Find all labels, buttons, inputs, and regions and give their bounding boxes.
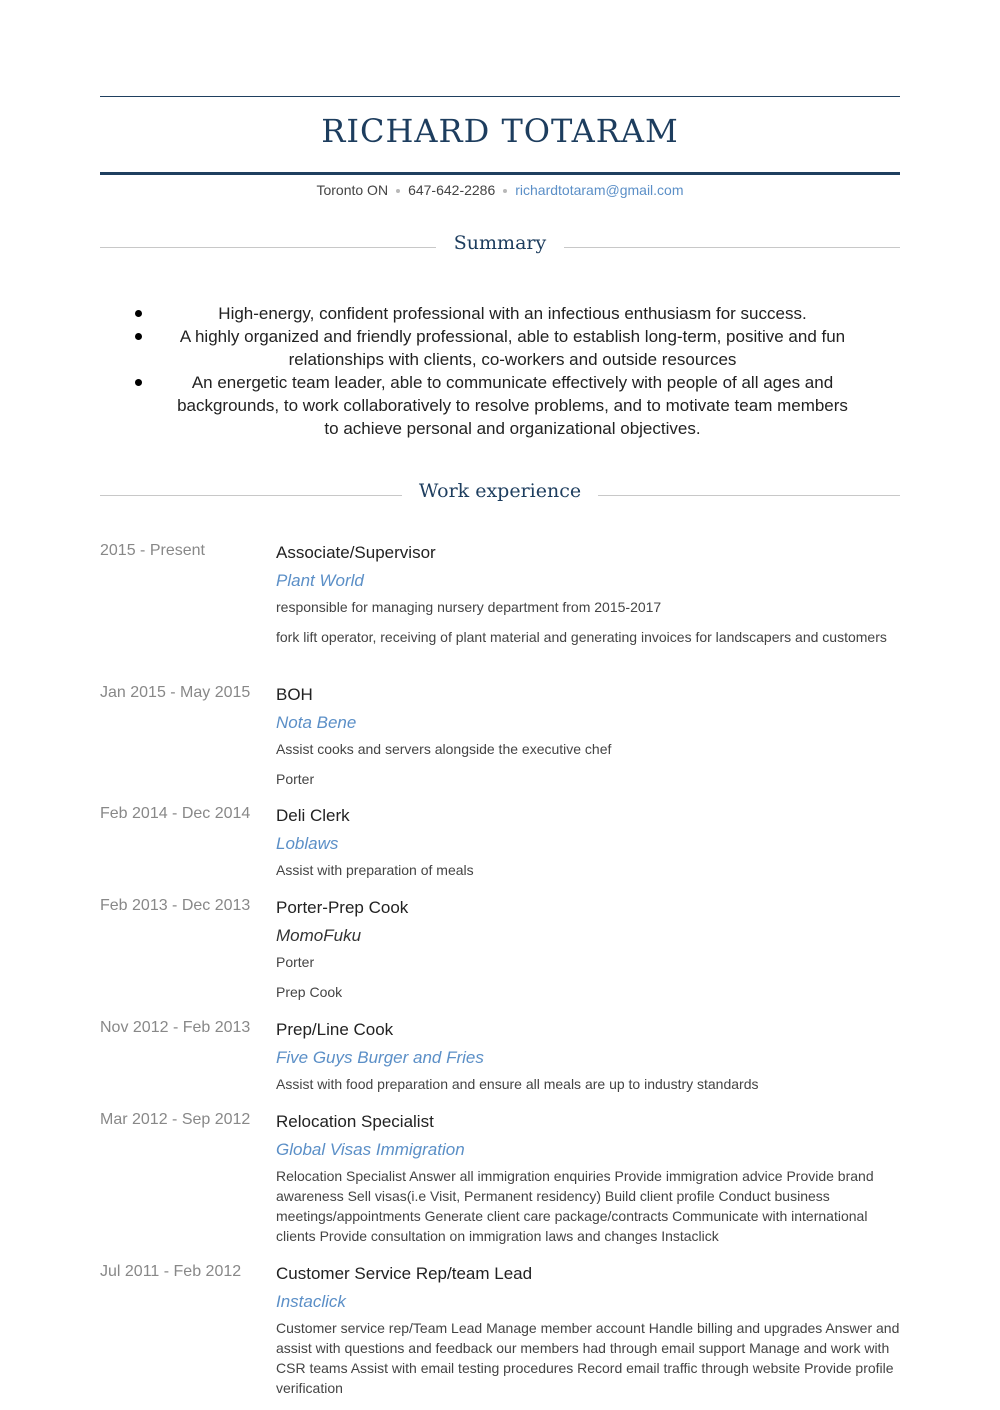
summary-item — [100, 325, 900, 371]
job-dates: Mar 2012 - Sep 2012 — [100, 1111, 251, 1128]
job-description: Porter — [276, 954, 315, 970]
job-description: Assist with food preparation and ensure all meals are up to industry standards — [276, 1076, 759, 1092]
separator-dot-icon — [396, 189, 400, 193]
summary-item-text: An energetic team leader, able to communicate effectively with people of all ages and backgrounds, to work collaboratively to resolve problems, and to motivate team members to achieve personal and organizational objectives. — [177, 373, 848, 438]
job-company-link[interactable]: Nota Bene — [276, 713, 357, 732]
contact-email-link[interactable]: richardtotaram@gmail.com — [515, 182, 684, 198]
work-experience-heading — [100, 480, 900, 510]
job-description: responsible for managing nursery department from 2015-2017 — [276, 599, 662, 615]
job-title: Prep/Line Cook — [276, 1020, 394, 1039]
job-dates: Jan 2015 - May 2015 — [100, 684, 251, 701]
separator-dot-icon — [503, 189, 507, 193]
job-company-link[interactable]: Plant World — [276, 571, 364, 590]
job-description: Relocation Specialist Answer all immigration enquiries Provide immigration advice Provide brand awareness Sell visas(i.e Visit, Permanent residency) Build client profile Conduct business meetings/appointments Generate client care package/contracts Communicate with international clients Provide consultation on immigration laws and changes Instaclick — [276, 1168, 874, 1244]
job-description: Assist cooks and servers alongside the executive chef — [276, 741, 612, 757]
job-company: MomoFuku — [276, 926, 362, 945]
job-dates: Feb 2014 - Dec 2014 — [100, 805, 251, 822]
job-title: Porter-Prep Cook — [276, 898, 409, 917]
candidate-name: RICHARD TOTARAM — [321, 112, 679, 150]
summary-heading — [100, 232, 900, 262]
job-company-link[interactable]: Five Guys Burger and Fries — [276, 1048, 484, 1067]
job-company-link[interactable]: Instaclick — [276, 1292, 346, 1311]
summary-list — [100, 302, 900, 440]
header-top-rule — [100, 96, 900, 97]
summary-heading-text: Summary — [444, 232, 556, 254]
contact-line — [100, 182, 900, 198]
job-title: Customer Service Rep/team Lead — [276, 1264, 533, 1283]
bullet-icon — [135, 310, 142, 317]
job-company-link[interactable]: Loblaws — [276, 834, 339, 853]
job-description: Porter — [276, 771, 315, 787]
bullet-icon — [135, 379, 142, 386]
summary-item — [100, 371, 900, 440]
header-bottom-rule — [100, 172, 900, 175]
contact-phone: 647-642-2286 — [408, 182, 496, 198]
job-title: Deli Clerk — [276, 806, 350, 825]
job-description: Prep Cook — [276, 984, 343, 1000]
summary-item-text: High-energy, confident professional with an infectious enthusiasm for success. — [218, 304, 807, 323]
job-description: Customer service rep/Team Lead Manage member account Handle billing and upgrades Answer and assist with questions and feedback our members had through email support Manage and work with CSR teams Assist with email testing procedures Record email traffic through website Provide profile verification — [276, 1320, 900, 1396]
job-dates: Feb 2013 - Dec 2013 — [100, 897, 251, 914]
bullet-icon — [135, 333, 142, 340]
job-description: fork lift operator, receiving of plant material and generating invoices for landscapers and customers — [276, 629, 887, 645]
job-title: Relocation Specialist — [276, 1112, 434, 1131]
job-title: BOH — [276, 685, 313, 704]
summary-item-text: A highly organized and friendly professional, able to establish long-term, positive and fun relationships with clients, co-workers and outside resources — [179, 327, 846, 369]
contact-location: Toronto ON — [316, 182, 389, 198]
job-dates: Jul 2011 - Feb 2012 — [100, 1263, 242, 1280]
job-title: Associate/Supervisor — [276, 543, 436, 562]
work-experience-heading-text: Work experience — [409, 480, 591, 502]
job-description: Assist with preparation of meals — [276, 862, 474, 878]
job-dates: Nov 2012 - Feb 2013 — [100, 1019, 251, 1036]
summary-item — [100, 302, 900, 325]
job-company-link[interactable]: Global Visas Immigration — [276, 1140, 465, 1159]
job-dates: 2015 - Present — [100, 542, 205, 559]
